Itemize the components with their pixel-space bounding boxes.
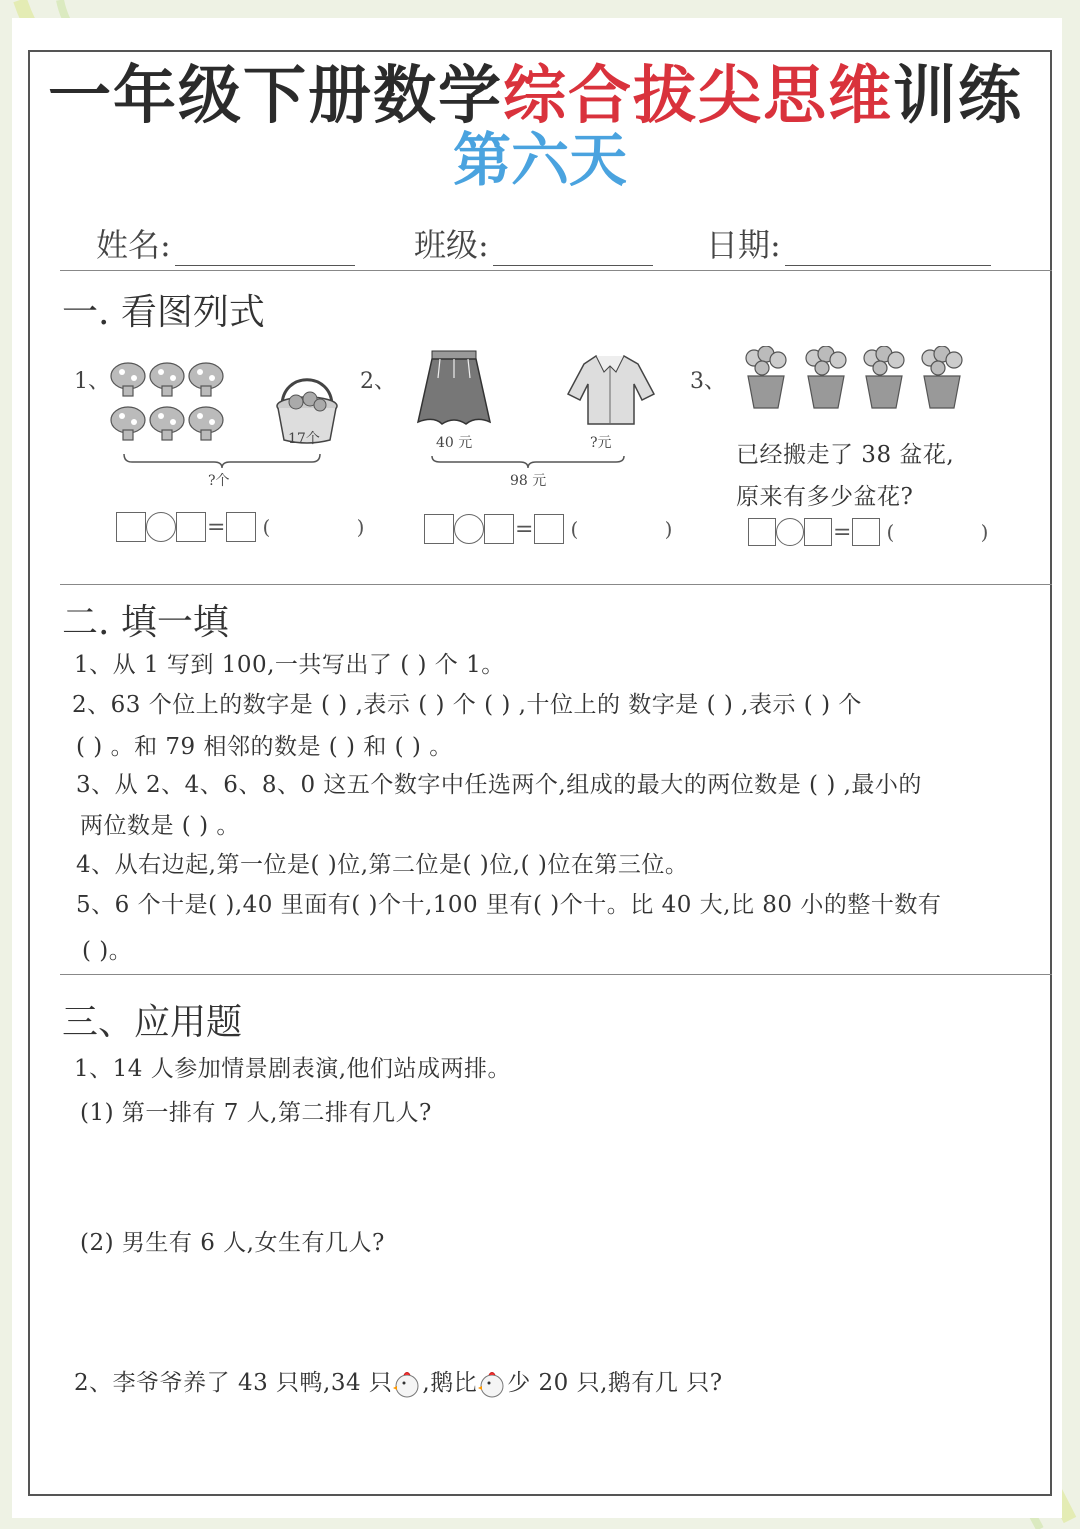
name-field[interactable] [96, 220, 355, 266]
fill-question: 2、63 个位上的数字是 ( ) ,表示 ( ) 个 ( ) ,十位上的 数字是 ( ) ,表示 ( ) 个 [72, 692, 862, 718]
answer-box[interactable] [226, 512, 256, 542]
operator-circle[interactable] [146, 512, 176, 542]
fill-question: 1、从 1 写到 100,一共写出了 ( ) 个 1。 [74, 652, 505, 678]
answer-box[interactable] [116, 512, 146, 542]
equation-blank[interactable] [424, 514, 712, 544]
problem-number: 2、 [360, 369, 396, 394]
problem-number: 3、 [690, 369, 726, 394]
problem-number: 1、 [74, 369, 110, 394]
name-blank[interactable] [175, 235, 355, 266]
basket-count: 17个 [288, 431, 320, 447]
fill-question: 4、从右边起,第一位是( )位,第二位是( )位,( )位在第三位。 [76, 852, 689, 878]
section-heading-1: 一. 看图列式 [62, 292, 265, 333]
class-field[interactable] [414, 220, 653, 266]
unit-paren[interactable]: ( ) [262, 515, 405, 539]
mushroom-icon [106, 356, 236, 456]
word-problem [74, 1364, 723, 1399]
class-label: 班级: [414, 226, 489, 264]
answer-box[interactable] [852, 518, 880, 546]
brace [430, 454, 626, 470]
date-label: 日期: [706, 226, 781, 264]
word-problem: 1、14 人参加情景剧表演,他们站成两排。 [74, 1056, 512, 1082]
section-heading-3: 三、应用题 [62, 1002, 243, 1043]
equation-blank[interactable] [748, 518, 1028, 546]
answer-box[interactable] [804, 518, 832, 546]
word-problem-part: (2) 男生有 6 人,女生有几人? [80, 1230, 385, 1256]
word-problem-text: 2、李爷爷养了 43 只鸭,34 只 [74, 1370, 393, 1396]
problem-text: 原来有多少盆花? [736, 484, 914, 510]
operator-circle[interactable] [454, 514, 484, 544]
fill-question: 两位数是 ( ) 。 [80, 813, 240, 839]
word-problem-text: ,鹅比 [422, 1370, 478, 1396]
equation-blank[interactable] [116, 512, 404, 542]
date-field[interactable] [706, 220, 991, 266]
divider [60, 270, 1052, 271]
name-label: 姓名: [96, 226, 171, 264]
equals-sign: = [207, 514, 226, 540]
unit-paren[interactable]: ( ) [570, 517, 713, 541]
problem-text: 已经搬走了 38 盆花, [736, 442, 955, 468]
answer-box[interactable] [424, 514, 454, 544]
operator-circle[interactable] [776, 518, 804, 546]
skirt-price: 40 元 [436, 435, 473, 451]
flower-pot-icon [740, 346, 970, 412]
fill-question: 5、6 个十是( ),40 里面有( )个十,100 里有( )个十。比 40 大,比 80 小的整十数有 [76, 892, 942, 918]
title-part-red: 综合拔尖思维 [503, 59, 893, 132]
equals-sign: = [515, 516, 534, 542]
answer-box[interactable] [534, 514, 564, 544]
answer-box[interactable] [484, 514, 514, 544]
word-problem-part: (1) 第一排有 7 人,第二排有几人? [80, 1100, 432, 1126]
divider [60, 974, 1052, 975]
total-label: ?个 [208, 473, 230, 489]
equals-sign: = [833, 519, 852, 545]
chicken-icon [392, 1369, 422, 1399]
skirt-icon [414, 348, 494, 428]
unit-paren[interactable]: ( ) [886, 520, 1029, 544]
divider [60, 584, 1052, 585]
total-price: 98 元 [510, 473, 547, 489]
class-blank[interactable] [493, 235, 653, 266]
title-part-black: 一年级下册数学 [48, 59, 503, 132]
answer-box[interactable] [748, 518, 776, 546]
page-title [48, 56, 1038, 136]
page-subtitle: 第六天 [452, 126, 627, 194]
answer-box[interactable] [176, 512, 206, 542]
shirt-price: ?元 [590, 435, 612, 451]
date-blank[interactable] [785, 235, 991, 266]
fill-question: 3、从 2、4、6、8、0 这五个数字中任选两个,组成的最大的两位数是 ( ) ,最小的 [76, 772, 922, 798]
fill-question: ( )。 [82, 938, 133, 964]
brace [122, 452, 322, 470]
title-part-black-end: 训练 [893, 59, 1023, 132]
section-heading-2: 二. 填一填 [62, 602, 229, 643]
shirt-icon [564, 350, 658, 430]
word-problem-text: 少 20 只,鹅有几 只? [507, 1370, 723, 1396]
fill-question: ( ) 。和 79 相邻的数是 ( ) 和 ( ) 。 [76, 734, 453, 760]
chicken-icon [477, 1369, 507, 1399]
